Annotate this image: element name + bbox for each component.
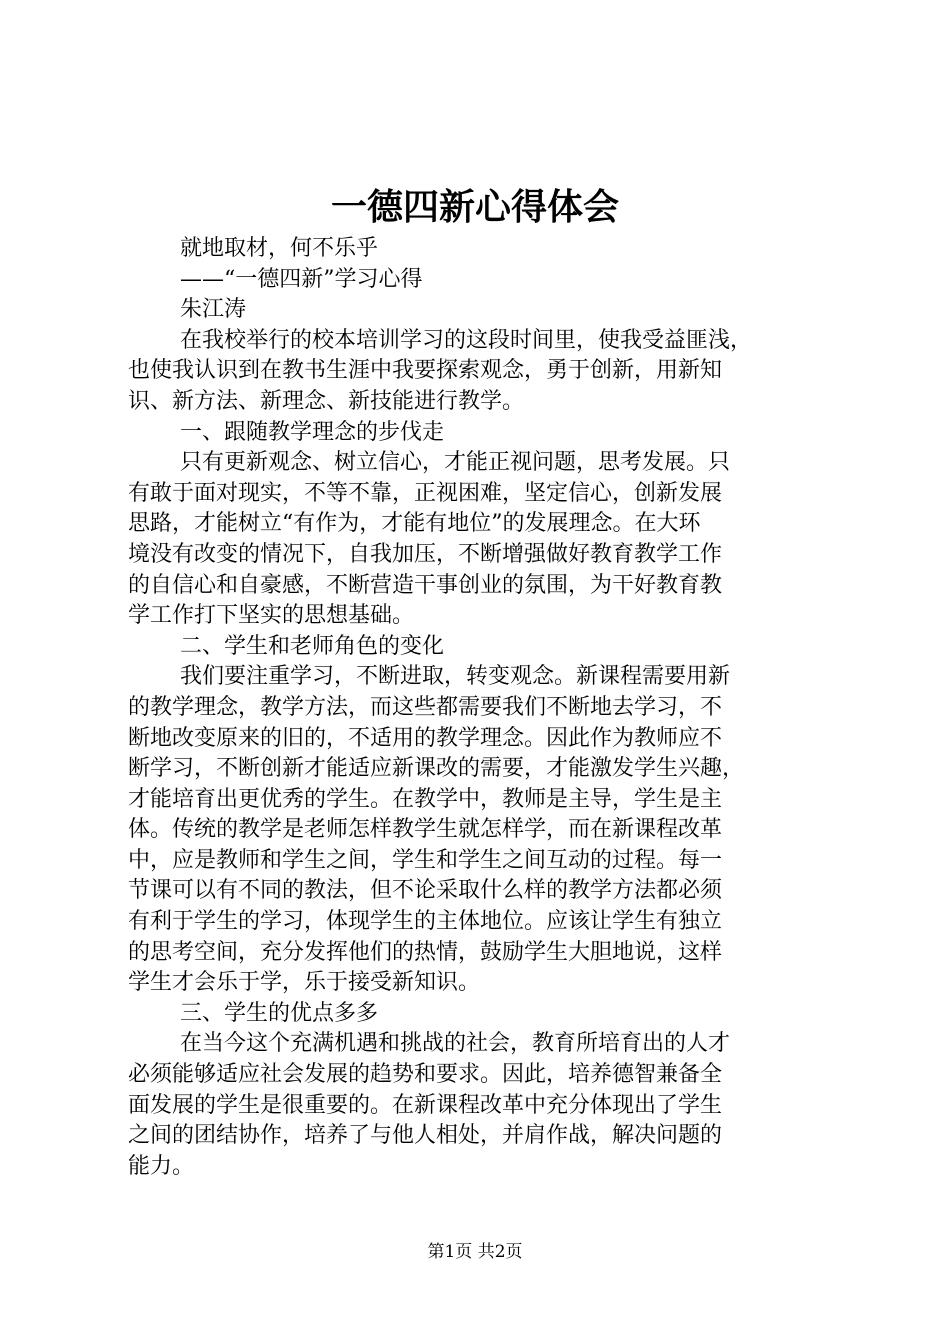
text-line: 境没有改变的情况下，自我加压，不断增强做好教育教学工作 — [128, 541, 723, 567]
text-line: 就地取材，何不乐乎 — [180, 236, 379, 261]
text-line: 面发展的学生是很重要的。在新课程改革中充分体现出了学生 — [128, 1092, 723, 1118]
text-line: 学生才会乐于学，乐于接受新知识。 — [128, 970, 481, 996]
text-line: 必须能够适应社会发展的趋势和要求。因此，培养德智兼备全 — [128, 1062, 723, 1088]
text-line: 有敢于面对现实，不等不靠，正视困难，坚定信心，创新发展 — [128, 480, 723, 506]
text-line: 的思考空间，充分发挥他们的热情，鼓励学生大胆地说，这样 — [128, 939, 723, 965]
text-line: 在我校举行的校本培训学习的这段时间里，使我受益匪浅， — [180, 327, 753, 353]
text-line: 在当今这个充满机遇和挑战的社会，教育所培育出的人才 — [180, 1031, 731, 1057]
text-line: 只有更新观念、树立信心，才能正视问题，思考发展。只 — [180, 450, 731, 476]
text-line: 有利于学生的学习，体现学生的主体地位。应该让学生有独立 — [128, 909, 723, 935]
text-line: 识、新方法、新理念、新技能进行教学。 — [128, 388, 525, 414]
text-line: 断地改变原来的旧的，不适用的教学理念。因此作为教师应不 — [128, 725, 723, 751]
document-body — [128, 234, 832, 1182]
text-line: 的自信心和自豪感，不断营造干事创业的氛围，为干好教育教 — [128, 572, 723, 598]
text-line: 体。传统的教学是老师怎样教学生就怎样学，而在新课程改革 — [128, 817, 723, 843]
text-line: 思路，才能树立“有作为，才能有地位”的发展理念。在大环 — [128, 511, 701, 537]
text-line: 我们要注重学习，不断进取，转变观念。新课程需要用新 — [180, 664, 731, 690]
text-line: 二、学生和老师角色的变化 — [180, 633, 445, 659]
text-line: 三、学生的优点多多 — [180, 1000, 379, 1026]
text-line: ——“一德四新”学习心得 — [180, 266, 423, 292]
text-line: 朱江涛 — [180, 297, 247, 323]
text-line: 也使我认识到在教书生涯中我要探索观念，勇于创新，用新知 — [128, 358, 723, 384]
text-line: 中，应是教师和学生之间，学生和学生之间互动的过程。每一 — [128, 847, 723, 873]
page-footer: 第1页 共2页 — [427, 1242, 523, 1262]
text-line: 节课可以有不同的教法，但不论采取什么样的教学方法都必须 — [128, 878, 723, 904]
text-line: 之间的团结协作，培养了与他人相处，并肩作战，解决问题的 — [128, 1123, 723, 1149]
text-line: 才能培育出更优秀的学生。在教学中，教师是主导，学生是主 — [128, 786, 723, 812]
text-line: 一、跟随教学理念的步伐走 — [180, 419, 445, 445]
document-title: 一德四新心得体会 — [330, 186, 619, 228]
text-line: 能力。 — [128, 1153, 195, 1179]
text-line: 断学习，不断创新才能适应新课改的需要，才能激发学生兴趣， — [128, 756, 745, 782]
text-line: 学工作打下坚实的思想基础。 — [128, 603, 415, 629]
text-line: 的教学理念，教学方法，而这些都需要我们不断地去学习，不 — [128, 694, 723, 720]
